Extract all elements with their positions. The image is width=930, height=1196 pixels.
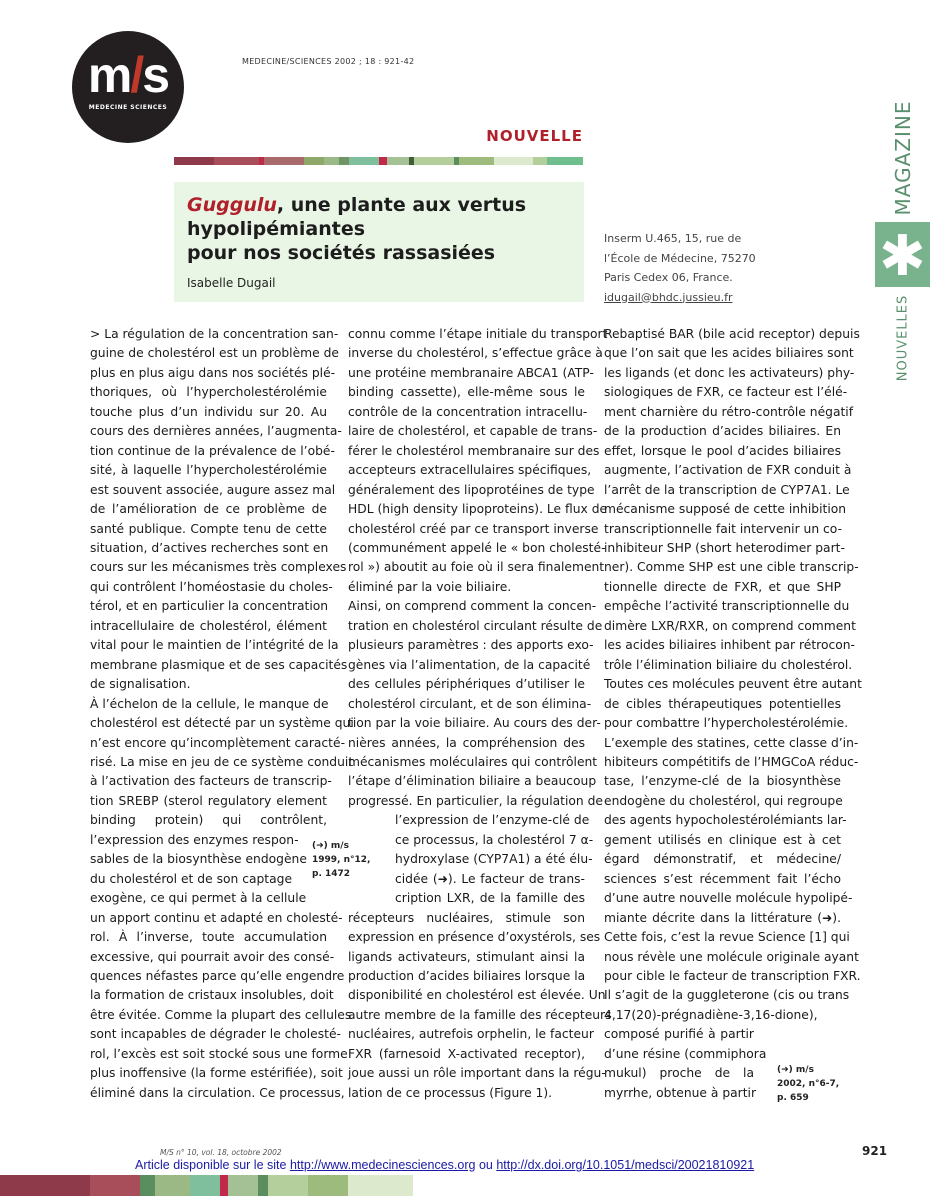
text-line: rol, l’excès est soit stocké sous une forme — [90, 1046, 348, 1061]
text-line: ner). Comme SHP est une cible transcrip- — [604, 560, 859, 575]
text-line: hydroxylase (CYP7A1) a été élu- — [395, 852, 593, 867]
text-line: sciences s’est récemment fait l’écho — [604, 871, 841, 886]
text-line: empêche l’activité transcriptionnelle du — [604, 599, 850, 614]
text-line: cidée (➜). Le facteur de trans- — [395, 871, 585, 886]
text-line: égard démonstratif, et médecine/ — [604, 852, 841, 867]
text-line: sont incapables de dégrader le cholesté- — [90, 1027, 341, 1042]
text-line: mécanismes moléculaires qui contrôlent — [348, 754, 598, 769]
text-line: térol, et en particulier la concentration — [90, 599, 329, 614]
text-line: Cette fois, c’est la revue Science [1] qui — [604, 930, 850, 945]
text-line: la formation de cristaux insolubles, doit — [90, 988, 334, 1003]
text-line: santé publique. Compte tenu de cette — [90, 521, 327, 536]
article-title: Guggulu, une plante aux vertus hypolipémiantes pour nos sociétés rassasiées — [187, 194, 527, 264]
text-line: risé. La mise en jeu de ce système conduit — [90, 754, 354, 769]
text-line: plus inoffensive (la forme estérifiée), soit — [90, 1066, 343, 1081]
issue-info: M/S n° 10, vol. 18, octobre 2002 — [160, 1148, 282, 1157]
text-line: progressé. En particulier, la régulation de — [348, 793, 603, 808]
logo-subtitle: MEDECINE SCIENCES — [88, 104, 168, 111]
text-line: trôle l’élimination biliaire du cholestérol. — [604, 657, 853, 672]
text-line: nières années, la compréhension des — [348, 735, 585, 750]
text-line: miante décrite dans la littérature (➜). — [604, 910, 841, 925]
text-line: sité, à laquelle l’hypercholestérolémie — [90, 463, 327, 478]
text-line: connu comme l’étape initiale du transport — [348, 327, 608, 341]
text-line: touche plus d’un individu sur 20. Au — [90, 404, 327, 419]
text-line: à l’activation des facteurs de transcrip- — [90, 774, 332, 789]
text-line: binding protein) qui contrôlent, — [90, 813, 327, 828]
text-line: férer le cholestérol membranaire sur des — [348, 443, 600, 458]
text-line: plusieurs paramètres : des apports exo- — [348, 638, 594, 653]
text-line: tionnelle directe de FXR, et que SHP — [604, 579, 841, 594]
text-line: inverse du cholestérol, s’effectue grâce à — [348, 346, 603, 361]
text-line: pour cible le facteur de transcription FXR. — [604, 968, 861, 983]
text-line: contrôle de la concentration intracellu- — [348, 404, 588, 419]
text-line: les ligands (et donc les activateurs) phy- — [604, 365, 855, 380]
text-line: intracellulaire de cholestérol, élément — [90, 618, 327, 633]
journal-reference: MEDECINE/SCIENCES 2002 ; 18 : 921-42 — [242, 57, 415, 66]
text-line: de signalisation. — [90, 677, 191, 692]
text-line: membrane plasmique et de ses capacités — [90, 657, 348, 672]
margin-note-1: (➜) m/s 1999, n°12, p. 1472 — [312, 841, 371, 879]
text-line: guine de cholestérol est un problème de — [90, 346, 339, 361]
text-line: éliminé dans la circulation. Ce processus, — [90, 1085, 345, 1100]
text-line: joue aussi un rôle important dans la régu- — [348, 1066, 606, 1081]
text-line: plus en plus aigu dans nos sociétés plé- — [90, 365, 336, 380]
text-line: production d’acides biliaires lorsque la — [348, 968, 586, 983]
text-line: d’une autre nouvelle molécule hypolipé- — [604, 891, 853, 906]
text-line: myrrhe, obtenue à partir — [604, 1085, 757, 1100]
text-line: L’exemple des statines, cette classe d’in- — [604, 735, 859, 750]
text-line: binding cassette), elle-même sous le — [348, 385, 585, 400]
journal-logo — [72, 31, 184, 143]
color-stripe — [174, 157, 583, 165]
text-line: gement utilisés en clinique est à cet — [604, 832, 841, 847]
text-line: ment charnière du rétro-contrôle négatif — [604, 404, 854, 419]
text-line: d’une résine (commiphora — [604, 1046, 767, 1061]
text-line: qui contrôlent l’homéostasie du choles- — [90, 579, 333, 594]
text-line: Toutes ces molécules peuvent être autant — [604, 677, 862, 692]
text-line: être évitée. Comme la plupart des cellules — [90, 1007, 352, 1022]
text-line: 4,17(20)-prégnadiène-3,16-dione), — [604, 1007, 818, 1022]
text-line: rol. À l’inverse, toute accumulation — [90, 930, 327, 945]
text-line: composé purifié à partir — [604, 1027, 754, 1042]
text-line: l’étape d’élimination biliaire a beaucoup — [348, 774, 597, 789]
text-line: HDL (high density lipoproteins). Le flux de — [348, 502, 608, 517]
text-line: siologiques de FXR, ce facteur est l’élé- — [604, 385, 848, 400]
text-line: Il s’agit de la guggleterone (cis ou trans — [604, 988, 850, 1003]
text-line: l’expression de l’enzyme-clé de — [395, 813, 590, 828]
text-line: cours sur les mécanismes très complexes — [90, 560, 347, 575]
page-number: 921 — [862, 1144, 888, 1158]
bottom-color-stripe — [0, 1175, 930, 1196]
text-line: > La régulation de la concentration san- — [90, 327, 339, 341]
text-line: excessive, qui pourrait avoir des consé- — [90, 949, 335, 964]
text-line: récepteurs nucléaires, stimule son — [348, 910, 585, 925]
margin-note-2: (➜) m/s 2002, n°6-7, p. 659 — [777, 1065, 840, 1103]
sidebar-magazine: MAGAZINE — [891, 100, 915, 216]
text-line: l’arrêt de la transcription de CYP7A1. Le — [604, 482, 850, 497]
text-line: une protéine membranaire ABCA1 (ATP- — [348, 365, 594, 380]
text-line: thoriques, où l’hypercholestérolémie — [90, 385, 327, 400]
text-line: cholestérol circulant, et de son élimina- — [348, 696, 592, 711]
text-line: nous révèle une molécule originale ayant — [604, 949, 859, 964]
text-line: expression en présence d’oxystérols, ses — [348, 930, 601, 945]
text-line: hibiteurs compétitifs de l’HMGCoA réduc- — [604, 754, 859, 769]
text-line: gènes via l’alimentation, de la capacité — [348, 657, 591, 672]
text-line: éliminé par la voie biliaire. — [348, 579, 512, 594]
text-line: n’est encore qu’incomplètement caracté- — [90, 735, 346, 750]
text-line: mukul) proche de la — [604, 1066, 754, 1081]
text-line: accepteurs extracellulaires spécifiques, — [348, 463, 592, 478]
author: Isabelle Dugail — [187, 276, 276, 290]
text-line: que l’on sait que les acides biliaires sont — [604, 346, 854, 361]
text-line: situation, d’actives recherches sont en — [90, 540, 329, 555]
text-line: cription LXR, de la famille des — [395, 891, 585, 906]
text-line: disponibilité en cholestérol est élevée. Un — [348, 988, 606, 1003]
text-line: quences néfastes parce qu’elle engendre — [90, 968, 345, 983]
text-line: pour combattre l’hypercholestérolémie. — [604, 716, 849, 731]
text-line: cours des dernières années, l’augmenta- — [90, 424, 342, 439]
text-line: autre membre de la famille des récepteurs — [348, 1007, 612, 1022]
text-line: de la production d’acides biliaires. En — [604, 424, 841, 439]
text-line: rol ») aboutit au foie où il sera finalement — [348, 560, 605, 575]
text-line: est souvent associée, augure assez mal — [90, 482, 336, 497]
text-line: un apport continu et adapté en cholesté- — [90, 910, 343, 925]
text-line: Ainsi, on comprend comment la concen- — [348, 599, 597, 614]
text-line: ce processus, la cholestérol 7 α- — [395, 832, 594, 847]
availability-line: Article disponible sur le site http://www.medecinesciences.org ou http://dx.doi.org/10.1051/medsci/20021810921 — [135, 1158, 755, 1172]
text-line: effet, lorsque le pool d’acides biliaires — [604, 443, 841, 458]
doi-link[interactable]: http://dx.doi.org/10.1051/medsci/20021810921 — [496, 1158, 755, 1172]
text-line: tration en cholestérol circulant résulte de — [348, 618, 603, 633]
text-line: ligands activateurs, stimulant ainsi la — [348, 949, 585, 964]
author-email-link[interactable]: idugail@bhdc.jussieu.fr — [604, 290, 733, 304]
text-line: vital pour le maintien de l’intégrité de la — [90, 638, 339, 653]
text-line: cholestérol est détecté par un système qui — [90, 716, 354, 731]
text-line: inhibiteur SHP (short heterodimer part- — [604, 540, 845, 555]
text-line: transcriptionnelle fait intervenir un co- — [604, 521, 842, 536]
logo-text: m/s — [87, 47, 169, 103]
text-line: nucléaires, autrefois orphelin, le facteur — [348, 1027, 594, 1042]
text-line: tion par la voie biliaire. Au cours des der- — [348, 716, 601, 731]
site-link[interactable]: http://www.medecinesciences.org — [289, 1158, 476, 1172]
text-line: des cellules périphériques d’utiliser le — [348, 677, 585, 692]
sidebar-nouvelles: NOUVELLES — [895, 294, 911, 382]
column-3 — [604, 325, 862, 1103]
text-line: mécanisme supposé de cette inhibition — [604, 502, 847, 517]
affiliation: Inserm U.465, 15, rue de l’École de Médecine, 75270 Paris Cedex 06, France. idugail@bhdc.jussieu.fr — [604, 229, 756, 307]
text-line: augmente, l’activation de FXR conduit à — [604, 463, 852, 478]
text-line: de cibles thérapeutiques potentielles — [604, 696, 841, 711]
column-2 — [348, 325, 612, 1103]
text-line: des agents hypocholestérolémiants lar- — [604, 813, 847, 828]
text-line: tion continue de la prévalence de l’obé- — [90, 443, 335, 458]
text-line: FXR (farnesoid X-activated receptor), — [348, 1046, 585, 1061]
text-line: du cholestérol et de son captage — [90, 871, 293, 886]
text-line: laire de cholestérol, et capable de trans- — [348, 424, 598, 439]
asterisk-icon: ✱ — [875, 222, 930, 287]
text-line: tase, l’enzyme-clé de la biosynthèse — [604, 774, 841, 789]
text-line: cholestérol créé par ce transport inverse — [348, 521, 599, 536]
text-line: les acides biliaires inhibent par rétrocon- — [604, 638, 855, 653]
text-line: tion SREBP (sterol regulatory element — [90, 793, 327, 808]
text-line: généralement des lipoprotéines de type — [348, 482, 595, 497]
text-line: endogène du cholestérol, qui regroupe — [604, 793, 843, 808]
text-line: de l’amélioration de ce problème de — [90, 502, 327, 517]
text-line: lation de ce processus (Figure 1). — [348, 1085, 553, 1100]
text-line: l’expression des enzymes respon- — [90, 832, 299, 847]
text-line: sables de la biosynthèse endogène — [90, 852, 307, 867]
text-line: Rebaptisé BAR (bile acid receptor) depuis — [604, 327, 860, 341]
text-line: À l’échelon de la cellule, le manque de — [90, 696, 329, 711]
text-line: exogène, ce qui permet à la cellule — [90, 891, 307, 906]
text-line: dimère LXR/RXR, on comprend comment — [604, 618, 856, 633]
section-label: NOUVELLE — [486, 127, 583, 145]
text-line: (communément appelé le « bon cholesté- — [348, 540, 606, 555]
